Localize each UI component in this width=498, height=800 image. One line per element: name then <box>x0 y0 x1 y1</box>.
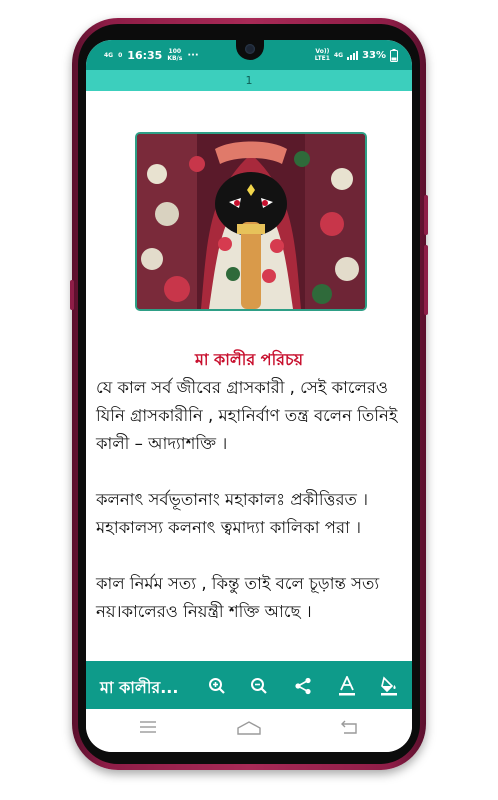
phone-screen <box>86 40 412 752</box>
page-indicator-bar <box>86 70 412 91</box>
zoom-out-button[interactable] <box>248 675 270 697</box>
network-speed: 100 KB/s <box>167 48 183 62</box>
network-left: 4G <box>104 51 114 59</box>
toolbar-title[interactable]: মা কালীর... <box>100 678 179 697</box>
back-button[interactable] <box>340 719 366 741</box>
page-number: 1 <box>245 74 253 87</box>
zoom-in-button[interactable] <box>206 675 228 697</box>
zoom-out-icon <box>250 677 268 695</box>
home-icon <box>236 719 262 737</box>
bottom-toolbar <box>86 661 412 709</box>
article-content[interactable] <box>86 91 412 661</box>
kali-idol-image <box>137 134 365 309</box>
paragraph-2 <box>96 486 406 542</box>
status-bar <box>86 40 412 70</box>
paragraph-line: মহাকালস্য কলনাৎ ত্বমাদ্যা কালিকা পরা । <box>96 518 361 537</box>
battery-percent: 33% <box>362 49 386 61</box>
power-button <box>424 195 428 235</box>
volte-indicator: Vo)) LTE1 <box>314 48 330 62</box>
share-icon <box>294 677 312 695</box>
network-right: 4G <box>333 51 344 59</box>
zoom-in-icon <box>208 677 226 695</box>
article-body <box>96 374 406 654</box>
paragraph-1 <box>96 374 406 458</box>
share-button[interactable] <box>292 675 314 697</box>
battery-icon <box>390 49 398 62</box>
kali-idol-photo <box>135 132 367 311</box>
recent-apps-button[interactable] <box>138 719 164 741</box>
fill-color-icon <box>380 676 398 696</box>
paragraph-line: কাল নির্মম সত্য , কিন্তু তাই বলে চূড়ান্ত সত্য নয়।কালেরও নিয়ন্ত্রী শক্তি আছে । <box>96 574 380 621</box>
side-button <box>70 280 74 310</box>
volume-button <box>424 245 428 315</box>
home-button[interactable] <box>236 719 262 741</box>
menu-icon <box>138 719 158 735</box>
back-icon <box>340 719 360 735</box>
paragraph-line: কলনাৎ সর্বভূতানাং মহাকালঃ প্রকীত্তিরত । <box>96 490 369 509</box>
signal-left: 0 <box>118 51 123 59</box>
text-size-button[interactable] <box>336 675 358 697</box>
system-navbar <box>86 709 412 752</box>
signal-icon <box>347 51 358 60</box>
status-time: 16:35 <box>127 48 163 62</box>
paragraph-3 <box>96 570 406 626</box>
status-overflow: ··· <box>187 49 199 61</box>
fill-color-button[interactable] <box>378 675 400 697</box>
article-title: মা কালীর পরিচয় <box>194 350 304 369</box>
text-size-icon <box>338 676 356 696</box>
paragraph-line: যে কাল সর্ব জীবের গ্রাসকারী , সেই কালেরও যিনি গ্রাসকারীনি , মহানির্বাণ তন্ত্র বলেন তিনিই কালী – আদ্যাশক্তি । <box>96 378 398 453</box>
front-camera <box>236 40 264 60</box>
